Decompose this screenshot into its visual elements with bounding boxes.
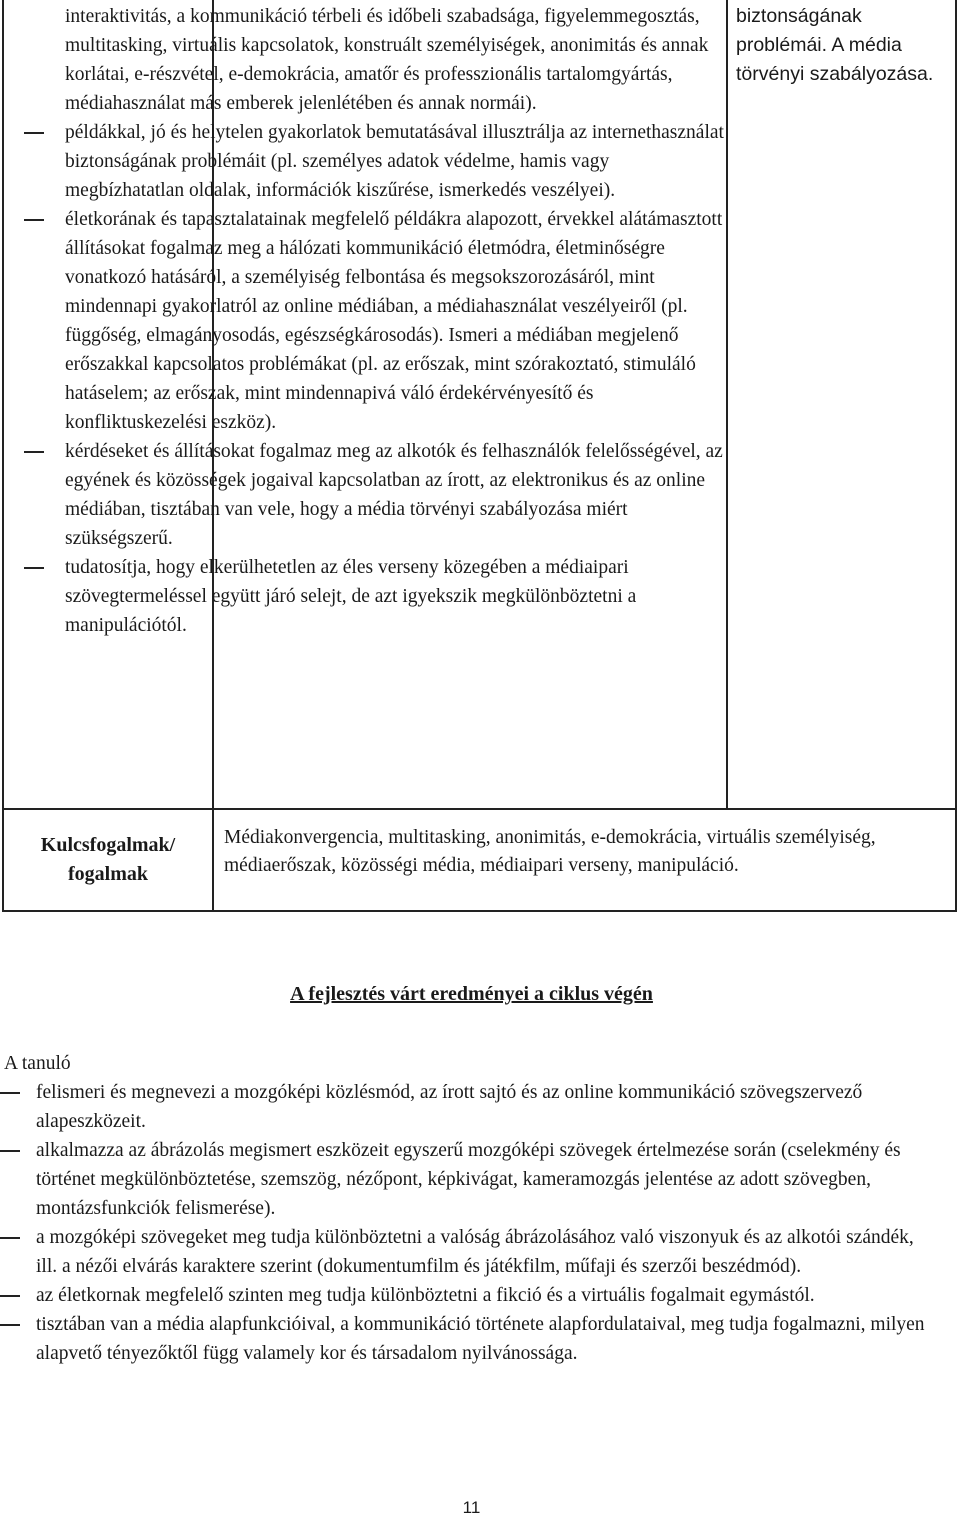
dash-bullet-icon (24, 451, 44, 453)
list-item (0, 1281, 935, 1310)
list-item-text: kérdéseket és állításokat fogalmaz meg az alkotók és felhasználók felelősségével, az egyének és közösségek jogaival kapcsolatban az írott, az elektronikus és az online médiában, tisztában van vele, hogy a média törvényi szabályozása miért szükségszerű. (65, 441, 723, 549)
dash-bullet-icon (0, 1295, 20, 1297)
keywords-label: Kulcsfogalmak/ fogalmak (40, 834, 176, 885)
keywords-text: Médiakonvergencia, multitasking, anonimitás, e-demokrácia, virtuális személyiség, médiaerőszak, közösségi média, médiaipari verseny, manipuláció. (224, 827, 876, 876)
table-row-content (2, 0, 957, 810)
list-item-text: tisztában van a média alapfunkcióival, a kommunikáció története alapfordulataival, meg tudja fogalmazni, milyen alapvető tényezőktől függ valamely kor és társadalom nyilvánossága. (36, 1314, 925, 1364)
dash-bullet-icon (24, 219, 44, 221)
column-divider (212, 810, 214, 910)
list-item-text: felismeri és megnevezi a mozgóképi közlésmód, az írott sajtó és az online kommunikáció szövegszervező alapeszközeit. (36, 1082, 863, 1132)
list-item (24, 2, 724, 118)
list-item-text: tudatosítja, hogy elkerülhetetlen az éles verseny közegében a médiaipari szövegtermeléssel együtt járó selejt, de azt igyekszik megkülönböztetni a manipulációtól. (65, 557, 637, 636)
list-item (0, 1310, 935, 1368)
list-item-text: példákkal, jó és helytelen gyakorlatok bemutatásával illusztrálja az internethasználat biztonságának problémáit (pl. személyes adatok védelme, hamis vagy megbízhatatlan oldalak, információk kiszűrése, ismerkedés veszélyei). (65, 122, 724, 201)
list-item (24, 553, 724, 640)
list-item (0, 1136, 935, 1223)
expected-results-list (0, 1078, 935, 1368)
section-intro: A tanuló (4, 1053, 71, 1074)
page-number: 11 (462, 1498, 481, 1517)
list-item-text: interaktivitás, a kommunikáció térbeli és időbeli szabadsága, figyelemmegosztás, multitasking, virtuális kapcsolatok, konstruált személyiségek, anonimitás és annak korlátai, e-részvétel, e-demokrácia, amatőr és professzionális tartalomgyártás, médiahasználat más emberek jelenlétében és annak normái). (65, 6, 709, 114)
dash-bullet-icon (24, 567, 44, 569)
section-heading-text: A fejlesztés várt eredményei a ciklus végén (290, 983, 653, 1005)
outcome-list (24, 2, 724, 640)
list-item (24, 205, 724, 437)
dash-bullet-icon (0, 1237, 20, 1239)
curriculum-table (2, 0, 957, 912)
list-item-text: az életkornak megfelelő szinten meg tudja különböztetni a fikció és a virtuális fogalmait egymástól. (36, 1285, 815, 1306)
list-item (24, 118, 724, 205)
section-heading (0, 980, 943, 1009)
content-note: biztonságának problémái. A média törvényi szabályozása. (736, 5, 934, 85)
dash-bullet-icon (0, 1324, 20, 1326)
list-item (0, 1223, 935, 1281)
dash-bullet-icon (24, 132, 44, 134)
column-divider (726, 0, 728, 808)
list-item (24, 437, 724, 553)
dash-bullet-icon (0, 1150, 20, 1152)
table-row-keywords (2, 810, 957, 912)
dash-bullet-icon (0, 1092, 20, 1094)
list-item-text: a mozgóképi szövegeket meg tudja különböztetni a valóság ábrázolásához való viszonyuk és az alkotói szándék, ill. a nézői elvárás karaktere szerint (dokumentumfilm és játékfilm, műfaji és szerzői beszédmód). (36, 1227, 914, 1277)
list-item-text: alkalmazza az ábrázolás megismert eszközeit egyszerű mozgóképi szövegek értelmezése során (cselekmény és történet megkülönböztetése, szemszög, nézőpont, képkivágat, kameramozgás jelentése az adott szövegben, montázsfunkciók felismerése). (36, 1140, 901, 1219)
list-item (0, 1078, 935, 1136)
list-item-text: életkorának és tapasztalatainak megfelelő példákra alapozott, érvekkel alátámasztott állításokat fogalmaz meg a hálózati kommunikáció életmódra, életminőségre vonatkozó hatásáról, a személyiség felbontása és megsokszorozásáról, mint mindennapi gyakorlatról az online médiában, a médiahasználat veszélyeiről (pl. függőség, elmagányosodás, egészségkárosodás). Ismeri a médiában megjelenő erőszakkal kapcsolatos problémákat (pl. az erőszak, mint szórakoztató, stimuláló hatáselem; az erőszak, mint mindennapivá váló érdekérvényesítő és konfliktuskezelési eszköz). (65, 209, 723, 433)
